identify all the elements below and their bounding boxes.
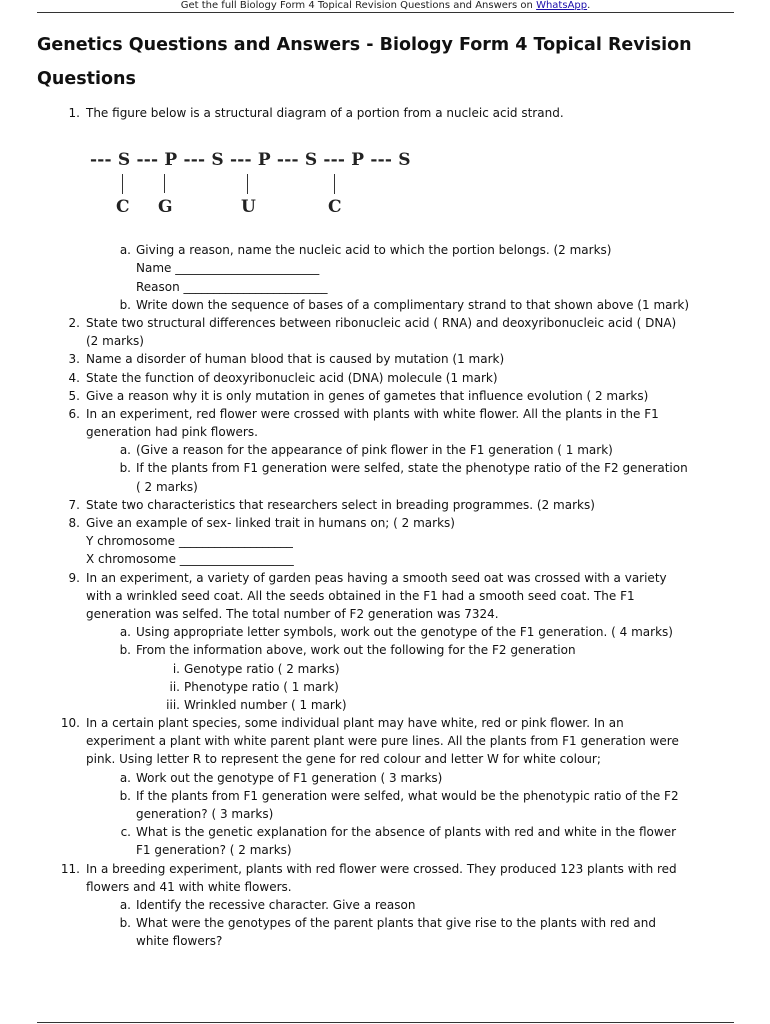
item-text: X chromosome ___________________	[86, 552, 294, 567]
item-text: If the plants from F1 generation were selfed, state the phenotype ratio of the F2 generation	[136, 461, 688, 476]
diagram-base: C	[328, 197, 342, 218]
item-text: State the function of deoxyribonucleic acid (DNA) molecule (1 mark)	[86, 370, 498, 385]
question-line	[0, 623, 770, 641]
top-banner	[37, 0, 734, 12]
item-number: b.	[119, 916, 131, 931]
item-number: ii.	[169, 679, 180, 694]
question-line	[0, 314, 770, 332]
question-line	[0, 241, 770, 259]
question-line	[0, 332, 770, 350]
item-text: Identify the recessive character. Give a reason	[136, 897, 416, 912]
item-text: Using appropriate letter symbols, work out the genotype of the F1 generation. ( 4 marks)	[136, 625, 673, 640]
item-text: Reason ________________________	[136, 279, 328, 294]
question-line	[0, 605, 770, 623]
item-text: Give a reason why it is only mutation in genes of gametes that influence evolution ( 2 marks)	[86, 388, 649, 403]
item-text: with a wrinkled seed coat. All the seeds obtained in the F1 had a smooth seed coat. The F1	[86, 588, 635, 603]
question-line	[0, 732, 770, 750]
nucleic-acid-diagram	[0, 122, 770, 241]
item-number: b.	[119, 643, 131, 658]
diagram-bond-line	[247, 174, 248, 194]
item-text: Give an example of sex- linked trait in humans on; ( 2 marks)	[86, 516, 455, 530]
item-text: Name a disorder of human blood that is caused by mutation (1 mark)	[86, 352, 505, 367]
question-line	[0, 478, 770, 496]
item-number: b.	[119, 297, 131, 312]
page-title	[37, 28, 737, 96]
diagram-backbone: --- S --- P --- S --- P --- S --- P --- S	[90, 150, 411, 171]
question-line	[0, 932, 770, 950]
question-line	[0, 550, 770, 568]
item-number: 4.	[68, 370, 80, 385]
question-line	[0, 387, 770, 405]
item-text: In a certain plant species, some individual plant may have white, red or pink flower. In an	[86, 716, 624, 731]
question-line	[0, 823, 770, 841]
item-text: flowers and 41 with white flowers.	[86, 879, 292, 894]
item-number: a.	[119, 770, 131, 785]
item-number: 2.	[68, 315, 80, 330]
item-text: experiment a plant with white parent plant were pure lines. All the plants from F1 generation were	[86, 734, 679, 749]
question-line	[0, 805, 770, 823]
question-line	[0, 641, 770, 659]
item-number: 6.	[68, 406, 80, 421]
question-line	[0, 104, 770, 122]
item-number: 9.	[68, 570, 80, 585]
question-line	[0, 660, 770, 678]
question-line	[0, 350, 770, 368]
item-text: What were the genotypes of the parent plants that give rise to the plants with red and	[136, 916, 656, 931]
item-text: Work out the genotype of F1 generation ( 3 marks)	[136, 770, 443, 785]
question-line	[0, 696, 770, 714]
item-text: What is the genetic explanation for the absence of plants with red and white in the flower	[136, 825, 677, 840]
question-line	[0, 496, 770, 514]
question-line	[0, 369, 770, 387]
question-line	[0, 569, 770, 587]
diagram-base: C	[116, 197, 130, 218]
item-text: generation? ( 3 marks)	[136, 807, 274, 821]
item-text: State two characteristics that researchers select in breading programmes. (2 marks)	[86, 497, 595, 512]
question-line	[0, 587, 770, 605]
diagram-base: G	[158, 197, 173, 218]
question-line	[0, 259, 770, 277]
item-number: 5.	[68, 388, 80, 403]
question-line	[0, 514, 770, 532]
question-line	[0, 714, 770, 732]
item-text: white flowers?	[136, 934, 223, 949]
item-text: (2 marks)	[86, 334, 144, 349]
question-line	[0, 841, 770, 859]
question-line	[0, 296, 770, 314]
question-line	[0, 459, 770, 477]
item-text: generation was selfed. The total number of F2 generation was 7324.	[86, 606, 499, 621]
item-text: Giving a reason, name the nucleic acid to which the portion belongs. (2 marks)	[136, 243, 612, 258]
question-line	[0, 678, 770, 696]
item-text: Wrinkled number ( 1 mark)	[184, 697, 347, 712]
item-number: 11.	[60, 861, 80, 876]
banner-text: Get the full Biology Form 4 Topical Revision Questions and Answers on	[180, 0, 537, 11]
question-line	[0, 405, 770, 423]
item-number: b.	[119, 788, 131, 803]
whatsapp-link[interactable]: WhatsApp	[536, 0, 588, 11]
item-text: The figure below is a structural diagram of a portion from a nucleic acid strand.	[86, 106, 564, 120]
item-number: 7.	[68, 497, 80, 512]
item-number: iii.	[166, 697, 180, 712]
item-number: a.	[119, 443, 131, 458]
question-line	[0, 769, 770, 787]
title-line-1: Genetics Questions and Answers - Biology Form 4 Topical Revision	[37, 35, 692, 55]
question-line	[0, 750, 770, 768]
item-number: a.	[119, 625, 131, 640]
item-text: pink. Using letter R to represent the gene for red colour and letter W for white colour;	[86, 752, 601, 767]
item-number: 8.	[68, 516, 80, 530]
item-number: a.	[119, 897, 131, 912]
item-number: i.	[172, 661, 180, 676]
title-line-2: Questions	[37, 69, 136, 89]
question-line	[0, 860, 770, 878]
question-line	[0, 896, 770, 914]
item-text: Name ________________________	[136, 261, 320, 276]
item-number: c.	[120, 825, 131, 840]
diagram-bond-line	[164, 174, 165, 193]
diagram-bond-line	[122, 174, 123, 194]
item-text: In a breeding experiment, plants with red flower were crossed. They produced 123 plants with red	[86, 861, 677, 876]
diagram-base: U	[241, 197, 256, 218]
question-line	[0, 878, 770, 896]
item-text: ( 2 marks)	[136, 479, 198, 494]
item-number: b.	[119, 461, 131, 476]
item-text: Y chromosome ___________________	[86, 534, 293, 549]
item-text: Write down the sequence of bases of a complimentary strand to that shown above (1 mark)	[136, 297, 690, 312]
item-text: (Give a reason for the appearance of pink flower in the F1 generation ( 1 mark)	[136, 443, 613, 458]
item-text: generation had pink flowers.	[86, 425, 258, 440]
item-number: 1.	[68, 106, 80, 120]
item-text: State two structural differences between ribonucleic acid ( RNA) and deoxyribonucleic acid ( DNA)	[86, 315, 677, 330]
question-list	[0, 104, 770, 951]
item-text: In an experiment, red flower were crossed with plants with white flower. All the plants in the F1	[86, 406, 659, 421]
question-line	[0, 787, 770, 805]
top-divider	[37, 12, 734, 13]
question-line	[0, 423, 770, 441]
item-text: In an experiment, a variety of garden peas having a smooth seed oat was crossed with a variety	[86, 570, 667, 585]
item-number: 3.	[68, 352, 80, 367]
item-number: 10.	[60, 716, 80, 731]
question-line	[0, 914, 770, 932]
bottom-divider	[37, 1022, 734, 1023]
banner-suffix: .	[587, 0, 591, 11]
item-text: If the plants from F1 generation were selfed, what would be the phenotypic ratio of the F2	[136, 788, 679, 803]
item-number: a.	[119, 243, 131, 258]
item-text: Phenotype ratio ( 1 mark)	[184, 679, 339, 694]
item-text: From the information above, work out the following for the F2 generation	[136, 643, 576, 658]
question-line	[0, 532, 770, 550]
diagram-bond-line	[334, 174, 335, 194]
item-text: Genotype ratio ( 2 marks)	[184, 661, 340, 676]
question-line	[0, 441, 770, 459]
item-text: F1 generation? ( 2 marks)	[136, 843, 292, 858]
question-line	[0, 278, 770, 296]
